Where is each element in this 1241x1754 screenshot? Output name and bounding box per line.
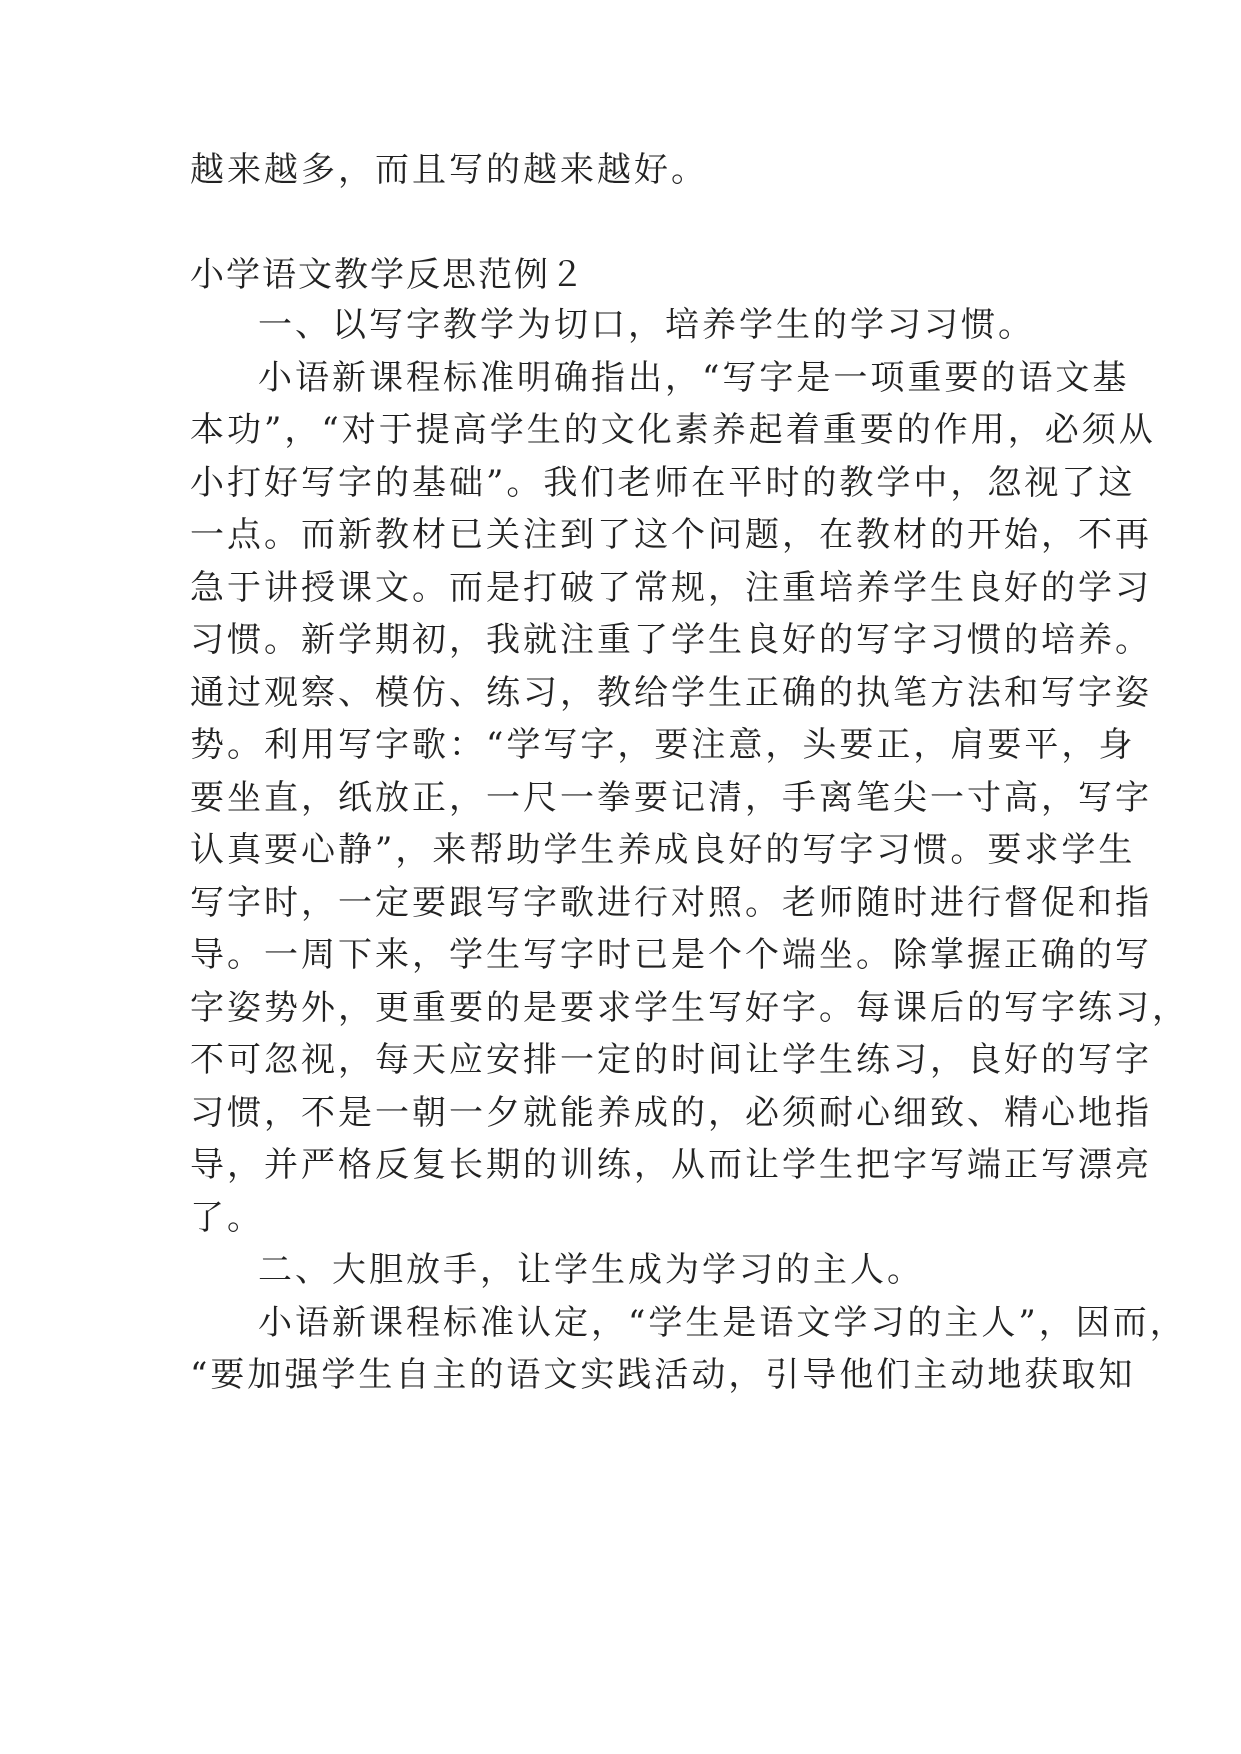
paragraph-line: 字姿势外，更重要的是要求学生写好字。每课后的写字练习， xyxy=(190,988,1189,1028)
section-title: 小学语文教学反思范例２ xyxy=(190,255,586,295)
paragraph-line: 认真要心静”，来帮助学生养成良好的写字习惯。要求学生 xyxy=(190,830,1136,870)
paragraph-line: 习惯，不是一朝一夕就能养成的，必须耐心细致、精心地指 xyxy=(190,1093,1152,1133)
paragraph-line: 势。利用写字歌：“学写字，要注意，头要正，肩要平，身 xyxy=(190,725,1136,765)
section-heading: 二、大胆放手，让学生成为学习的主人。 xyxy=(258,1250,924,1290)
paragraph-line: 小语新课程标准认定，“学生是语文学习的主人”，因而， xyxy=(258,1303,1187,1343)
paragraph-line: 导。一周下来，学生写字时已是个个端坐。除掌握正确的写 xyxy=(190,935,1152,975)
paragraph-line: 写字时，一定要跟写字歌进行对照。老师随时进行督促和指 xyxy=(190,883,1152,923)
paragraph-line: 一点。而新教材已关注到了这个问题，在教材的开始，不再 xyxy=(190,515,1152,555)
paragraph-line: 越来越多，而且写的越来越好。 xyxy=(190,150,708,190)
paragraph-line: 要坐直，纸放正，一尺一拳要记清，手离笔尖一寸高，写字 xyxy=(190,778,1152,818)
paragraph-line: 急于讲授课文。而是打破了常规，注重培养学生良好的学习 xyxy=(190,568,1152,608)
paragraph-line: “要加强学生自主的语文实践活动，引导他们主动地获取知 xyxy=(190,1355,1136,1395)
paragraph-line: 不可忽视，每天应安排一定的时间让学生练习，良好的写字 xyxy=(190,1040,1152,1080)
paragraph-line: 小语新课程标准明确指出，“写字是一项重要的语文基 xyxy=(258,358,1130,398)
paragraph-line: 导，并严格反复长期的训练，从而让学生把字写端正写漂亮 xyxy=(190,1145,1152,1185)
paragraph-line: 了。 xyxy=(190,1198,264,1238)
paragraph-line: 本功”，“对于提高学生的文化素养起着重要的作用，必须从 xyxy=(190,410,1156,450)
paragraph-line: 通过观察、模仿、练习，教给学生正确的执笔方法和写字姿 xyxy=(190,673,1152,713)
section-heading: 一、以写字教学为切口，培养学生的学习习惯。 xyxy=(258,305,1035,345)
paragraph-line: 习惯。新学期初，我就注重了学生良好的写字习惯的培养。 xyxy=(190,620,1152,660)
paragraph-line: 小打好写字的基础”。我们老师在平时的教学中，忽视了这 xyxy=(190,463,1136,503)
